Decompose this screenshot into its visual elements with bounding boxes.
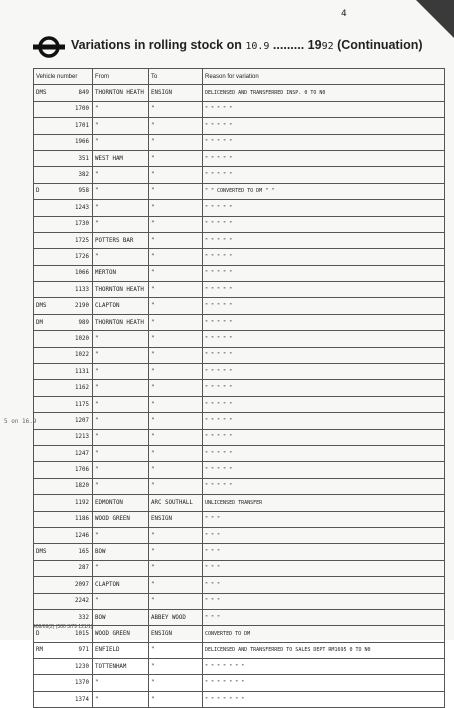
col-reason: Reason for variation xyxy=(203,69,445,85)
table-row xyxy=(34,429,445,445)
to-cell: " xyxy=(149,642,203,658)
vehicle-number-cell xyxy=(34,265,93,281)
from-cell: " xyxy=(93,134,149,150)
vehicle-number: 351 xyxy=(78,155,89,162)
from-cell: EDMONTON xyxy=(93,495,149,511)
to-cell: " xyxy=(149,298,203,314)
vehicle-number-cell xyxy=(34,167,93,183)
reason-cell: " " " " " xyxy=(203,265,445,281)
reason-cell: " " " " " xyxy=(203,331,445,347)
reason-cell: " " " " " xyxy=(203,167,445,183)
reason-cell: " " " " " xyxy=(203,249,445,265)
table-row xyxy=(34,183,445,199)
vehicle-number-cell xyxy=(34,659,93,675)
vehicle-number-cell xyxy=(34,593,93,609)
vehicle-number: 2242 xyxy=(75,598,89,605)
form-footer: 408/69(2) (500 3/79 121/1) xyxy=(33,624,93,630)
table-row xyxy=(34,478,445,494)
vehicle-number-cell xyxy=(34,282,93,298)
vehicle-number-cell xyxy=(34,298,93,314)
table-row xyxy=(34,560,445,576)
col-to: To xyxy=(149,69,203,85)
vehicle-number-cell xyxy=(34,331,93,347)
reason-cell: " " " " " xyxy=(203,216,445,232)
reason-cell: " " " " " xyxy=(203,314,445,330)
to-cell: ABBEY WOOD xyxy=(149,609,203,625)
table-row xyxy=(34,298,445,314)
table-row xyxy=(34,527,445,543)
vehicle-number: 1230 xyxy=(75,663,89,670)
margin-note: 5 on 16.9 xyxy=(4,418,37,425)
to-cell: " xyxy=(149,134,203,150)
vehicle-number-cell xyxy=(34,577,93,593)
from-cell: " xyxy=(93,167,149,183)
from-cell: " xyxy=(93,593,149,609)
table-row xyxy=(34,200,445,216)
from-cell: " xyxy=(93,101,149,117)
vehicle-number-cell xyxy=(34,314,93,330)
table-row xyxy=(34,609,445,625)
to-cell: " xyxy=(149,462,203,478)
from-cell: ENFIELD xyxy=(93,642,149,658)
reason-cell: " " " xyxy=(203,609,445,625)
date-filled: 10.9 xyxy=(245,41,270,52)
to-cell: " xyxy=(149,445,203,461)
reason-cell: " " " xyxy=(203,544,445,560)
continuation-label: (Continuation) xyxy=(337,38,423,52)
to-cell: ENSIGN xyxy=(149,626,203,642)
reason-cell: " " " " " xyxy=(203,380,445,396)
vehicle-number: 971 xyxy=(78,647,89,654)
table-row xyxy=(34,150,445,166)
from-cell: " xyxy=(93,560,149,576)
reason-cell: " " " xyxy=(203,560,445,576)
from-cell: " xyxy=(93,216,149,232)
reason-cell: " " " " " xyxy=(203,134,445,150)
reason-cell: " " " " " xyxy=(203,396,445,412)
vehicle-class: DMS xyxy=(36,549,47,556)
vehicle-number: 958 xyxy=(78,188,89,195)
to-cell: " xyxy=(149,478,203,494)
to-cell: " xyxy=(149,232,203,248)
table-row xyxy=(34,101,445,117)
to-cell: " xyxy=(149,659,203,675)
from-cell: " xyxy=(93,413,149,429)
table-row xyxy=(34,659,445,675)
to-cell: " xyxy=(149,167,203,183)
vehicle-number: 989 xyxy=(78,319,89,326)
table-row xyxy=(34,282,445,298)
to-cell: " xyxy=(149,282,203,298)
from-cell: " xyxy=(93,183,149,199)
vehicle-number-cell xyxy=(34,396,93,412)
table-row xyxy=(34,380,445,396)
table-row xyxy=(34,396,445,412)
reason-cell: " " " " " xyxy=(203,445,445,461)
vehicle-number: 1966 xyxy=(75,139,89,146)
from-cell: THORNTON HEATH xyxy=(93,282,149,298)
vehicle-number: 1133 xyxy=(75,286,89,293)
vehicle-number-cell xyxy=(34,216,93,232)
table-row xyxy=(34,331,445,347)
vehicle-number: 1246 xyxy=(75,532,89,539)
reason-cell: " " " " " xyxy=(203,282,445,298)
reason-cell: " " " xyxy=(203,511,445,527)
from-cell: THORNTON HEATH xyxy=(93,85,149,101)
to-cell: " xyxy=(149,101,203,117)
table-body xyxy=(34,85,445,708)
vehicle-number: 1207 xyxy=(75,417,89,424)
from-cell: " xyxy=(93,118,149,134)
vehicle-number: 2190 xyxy=(75,303,89,310)
reason-cell: " " " " " xyxy=(203,413,445,429)
vehicle-class: DM xyxy=(36,319,43,326)
to-cell: " xyxy=(149,675,203,691)
to-cell: " xyxy=(149,380,203,396)
reason-cell: " " " " " xyxy=(203,118,445,134)
table-header-row xyxy=(34,69,445,85)
reason-cell: " " " " " xyxy=(203,150,445,166)
table-row xyxy=(34,577,445,593)
from-cell: CLAPTON xyxy=(93,298,149,314)
from-cell: " xyxy=(93,380,149,396)
vehicle-number-cell xyxy=(34,691,93,707)
reason-cell: " " " xyxy=(203,577,445,593)
from-cell: " xyxy=(93,478,149,494)
reason-cell: " " " xyxy=(203,593,445,609)
to-cell: " xyxy=(149,183,203,199)
vehicle-number-cell xyxy=(34,347,93,363)
to-cell: " xyxy=(149,347,203,363)
from-cell: THORNTON HEATH xyxy=(93,314,149,330)
vehicle-class: D xyxy=(36,188,40,195)
vehicle-number: 1374 xyxy=(75,696,89,703)
to-cell: " xyxy=(149,593,203,609)
vehicle-class: DMS xyxy=(36,303,47,310)
from-cell: " xyxy=(93,347,149,363)
vehicle-class: RM xyxy=(36,647,43,654)
from-cell: " xyxy=(93,331,149,347)
vehicle-number-cell xyxy=(34,101,93,117)
vehicle-number: 1247 xyxy=(75,450,89,457)
from-cell: MERTON xyxy=(93,265,149,281)
title-prefix: Variations in rolling stock on xyxy=(71,38,246,52)
vehicle-number: 1015 xyxy=(75,630,89,637)
vehicle-number-cell xyxy=(34,642,93,658)
to-cell: " xyxy=(149,544,203,560)
vehicle-number-cell xyxy=(34,134,93,150)
dots: ......... xyxy=(272,38,305,52)
table-row xyxy=(34,85,445,101)
vehicle-number-cell xyxy=(34,380,93,396)
from-cell: " xyxy=(93,445,149,461)
vehicle-number: 382 xyxy=(78,172,89,179)
year-prefix: 19 xyxy=(307,38,322,52)
vehicle-number-cell xyxy=(34,85,93,101)
table-row xyxy=(34,511,445,527)
table-row xyxy=(34,134,445,150)
vehicle-number-cell xyxy=(34,675,93,691)
table-row xyxy=(34,593,445,609)
from-cell: " xyxy=(93,429,149,445)
table-row xyxy=(34,445,445,461)
vehicle-number-cell xyxy=(34,544,93,560)
from-cell: WOOD GREEN xyxy=(93,511,149,527)
from-cell: TOTTENHAM xyxy=(93,659,149,675)
from-cell: POTTERS BAR xyxy=(93,232,149,248)
vehicle-number: 1131 xyxy=(75,368,89,375)
table-row xyxy=(34,364,445,380)
vehicle-number: 1700 xyxy=(75,106,89,113)
vehicle-number: 1186 xyxy=(75,516,89,523)
reason-cell: UNLICENSED TRANSFER xyxy=(203,495,445,511)
to-cell: " xyxy=(149,265,203,281)
reason-cell: " " " " " xyxy=(203,462,445,478)
table-row xyxy=(34,347,445,363)
table-row xyxy=(34,118,445,134)
to-cell: " xyxy=(149,118,203,134)
vehicle-number: 1020 xyxy=(75,335,89,342)
table-row xyxy=(34,675,445,691)
reason-cell: " " " " " xyxy=(203,200,445,216)
from-cell: " xyxy=(93,364,149,380)
vehicle-number: 1162 xyxy=(75,385,89,392)
table-row xyxy=(34,167,445,183)
vehicle-number-cell xyxy=(34,413,93,429)
reason-cell: " " " " " xyxy=(203,232,445,248)
reason-cell: " " " " " " " xyxy=(203,675,445,691)
to-cell: " xyxy=(149,691,203,707)
reason-cell: " " " xyxy=(203,527,445,543)
vehicle-class: DMS xyxy=(36,90,47,97)
from-cell: " xyxy=(93,249,149,265)
from-cell: " xyxy=(93,527,149,543)
from-cell: BOW xyxy=(93,544,149,560)
vehicle-number-cell xyxy=(34,429,93,445)
year-filled: 92 xyxy=(321,41,334,52)
table-row xyxy=(34,249,445,265)
vehicle-number-cell xyxy=(34,249,93,265)
from-cell: CLAPTON xyxy=(93,577,149,593)
vehicle-number-cell xyxy=(34,462,93,478)
reason-cell: DELICENSED AND TRANSFERRED INSP. 0 TO N0 xyxy=(203,85,445,101)
vehicle-number: 1730 xyxy=(75,221,89,228)
to-cell: " xyxy=(149,216,203,232)
to-cell: " xyxy=(149,364,203,380)
from-cell: " xyxy=(93,691,149,707)
rolling-stock-table xyxy=(33,68,445,708)
reason-cell: " " " " " " " xyxy=(203,691,445,707)
table-row xyxy=(34,544,445,560)
vehicle-number: 1175 xyxy=(75,401,89,408)
from-cell: " xyxy=(93,462,149,478)
reason-cell: " " CONVERTED TO DM " " xyxy=(203,183,445,199)
reason-cell: " " " " " xyxy=(203,101,445,117)
from-cell: " xyxy=(93,396,149,412)
to-cell: " xyxy=(149,249,203,265)
table-row xyxy=(34,216,445,232)
reason-cell: DELICENSED AND TRANSFERRED TO SALES DEPT RM1695 0 TO N0 xyxy=(203,642,445,658)
to-cell: " xyxy=(149,527,203,543)
vehicle-number: 1820 xyxy=(75,483,89,490)
vehicle-number-cell xyxy=(34,118,93,134)
vehicle-number: 2097 xyxy=(75,581,89,588)
table-row xyxy=(34,462,445,478)
form-title xyxy=(71,38,423,52)
vehicle-number: 1022 xyxy=(75,352,89,359)
table-row xyxy=(34,314,445,330)
reason-cell: " " " " " xyxy=(203,478,445,494)
roundel-logo-icon xyxy=(32,36,66,58)
vehicle-number: 1725 xyxy=(75,237,89,244)
to-cell: " xyxy=(149,577,203,593)
col-from: From xyxy=(93,69,149,85)
vehicle-number: 1706 xyxy=(75,467,89,474)
vehicle-class: D xyxy=(36,630,40,637)
table-row xyxy=(34,265,445,281)
to-cell: " xyxy=(149,200,203,216)
table-row xyxy=(34,413,445,429)
vehicle-number-cell xyxy=(34,445,93,461)
to-cell: " xyxy=(149,314,203,330)
table-row xyxy=(34,495,445,511)
from-cell: WOOD GREEN xyxy=(93,626,149,642)
table-row xyxy=(34,691,445,707)
vehicle-number: 332 xyxy=(78,614,89,621)
to-cell: " xyxy=(149,429,203,445)
to-cell: " xyxy=(149,396,203,412)
vehicle-number-cell xyxy=(34,495,93,511)
vehicle-number: 287 xyxy=(78,565,89,572)
col-vehicle-number: Vehicle number xyxy=(34,69,93,85)
to-cell: ENSIGN xyxy=(149,85,203,101)
page-number: 4 xyxy=(341,9,347,19)
to-cell: ARC SOUTHALL xyxy=(149,495,203,511)
reason-cell: CONVERTED TO DM xyxy=(203,626,445,642)
vehicle-number-cell xyxy=(34,527,93,543)
reason-cell: " " " " " " " xyxy=(203,659,445,675)
vehicle-number-cell xyxy=(34,183,93,199)
vehicle-number: 1066 xyxy=(75,270,89,277)
reason-cell: " " " " " xyxy=(203,364,445,380)
vehicle-number: 1726 xyxy=(75,253,89,260)
vehicle-number-cell xyxy=(34,511,93,527)
vehicle-number-cell xyxy=(34,232,93,248)
folded-corner xyxy=(416,0,454,38)
from-cell: " xyxy=(93,675,149,691)
from-cell: BOW xyxy=(93,609,149,625)
table-row xyxy=(34,232,445,248)
table-row xyxy=(34,642,445,658)
vehicle-number: 1701 xyxy=(75,122,89,129)
to-cell: " xyxy=(149,560,203,576)
from-cell: " xyxy=(93,200,149,216)
vehicle-number: 1370 xyxy=(75,680,89,687)
vehicle-number-cell xyxy=(34,560,93,576)
to-cell: ENSIGN xyxy=(149,511,203,527)
to-cell: " xyxy=(149,413,203,429)
from-cell: WEST HAM xyxy=(93,150,149,166)
to-cell: " xyxy=(149,331,203,347)
reason-cell: " " " " " xyxy=(203,429,445,445)
vehicle-number-cell xyxy=(34,364,93,380)
reason-cell: " " " " " xyxy=(203,347,445,363)
vehicle-number: 1243 xyxy=(75,204,89,211)
reason-cell: " " " " " xyxy=(203,298,445,314)
vehicle-number: 1192 xyxy=(75,499,89,506)
vehicle-number-cell xyxy=(34,150,93,166)
vehicle-number-cell xyxy=(34,478,93,494)
vehicle-number: 165 xyxy=(78,549,89,556)
vehicle-number: 849 xyxy=(78,90,89,97)
vehicle-number-cell xyxy=(34,200,93,216)
to-cell: " xyxy=(149,150,203,166)
vehicle-number: 1213 xyxy=(75,434,89,441)
